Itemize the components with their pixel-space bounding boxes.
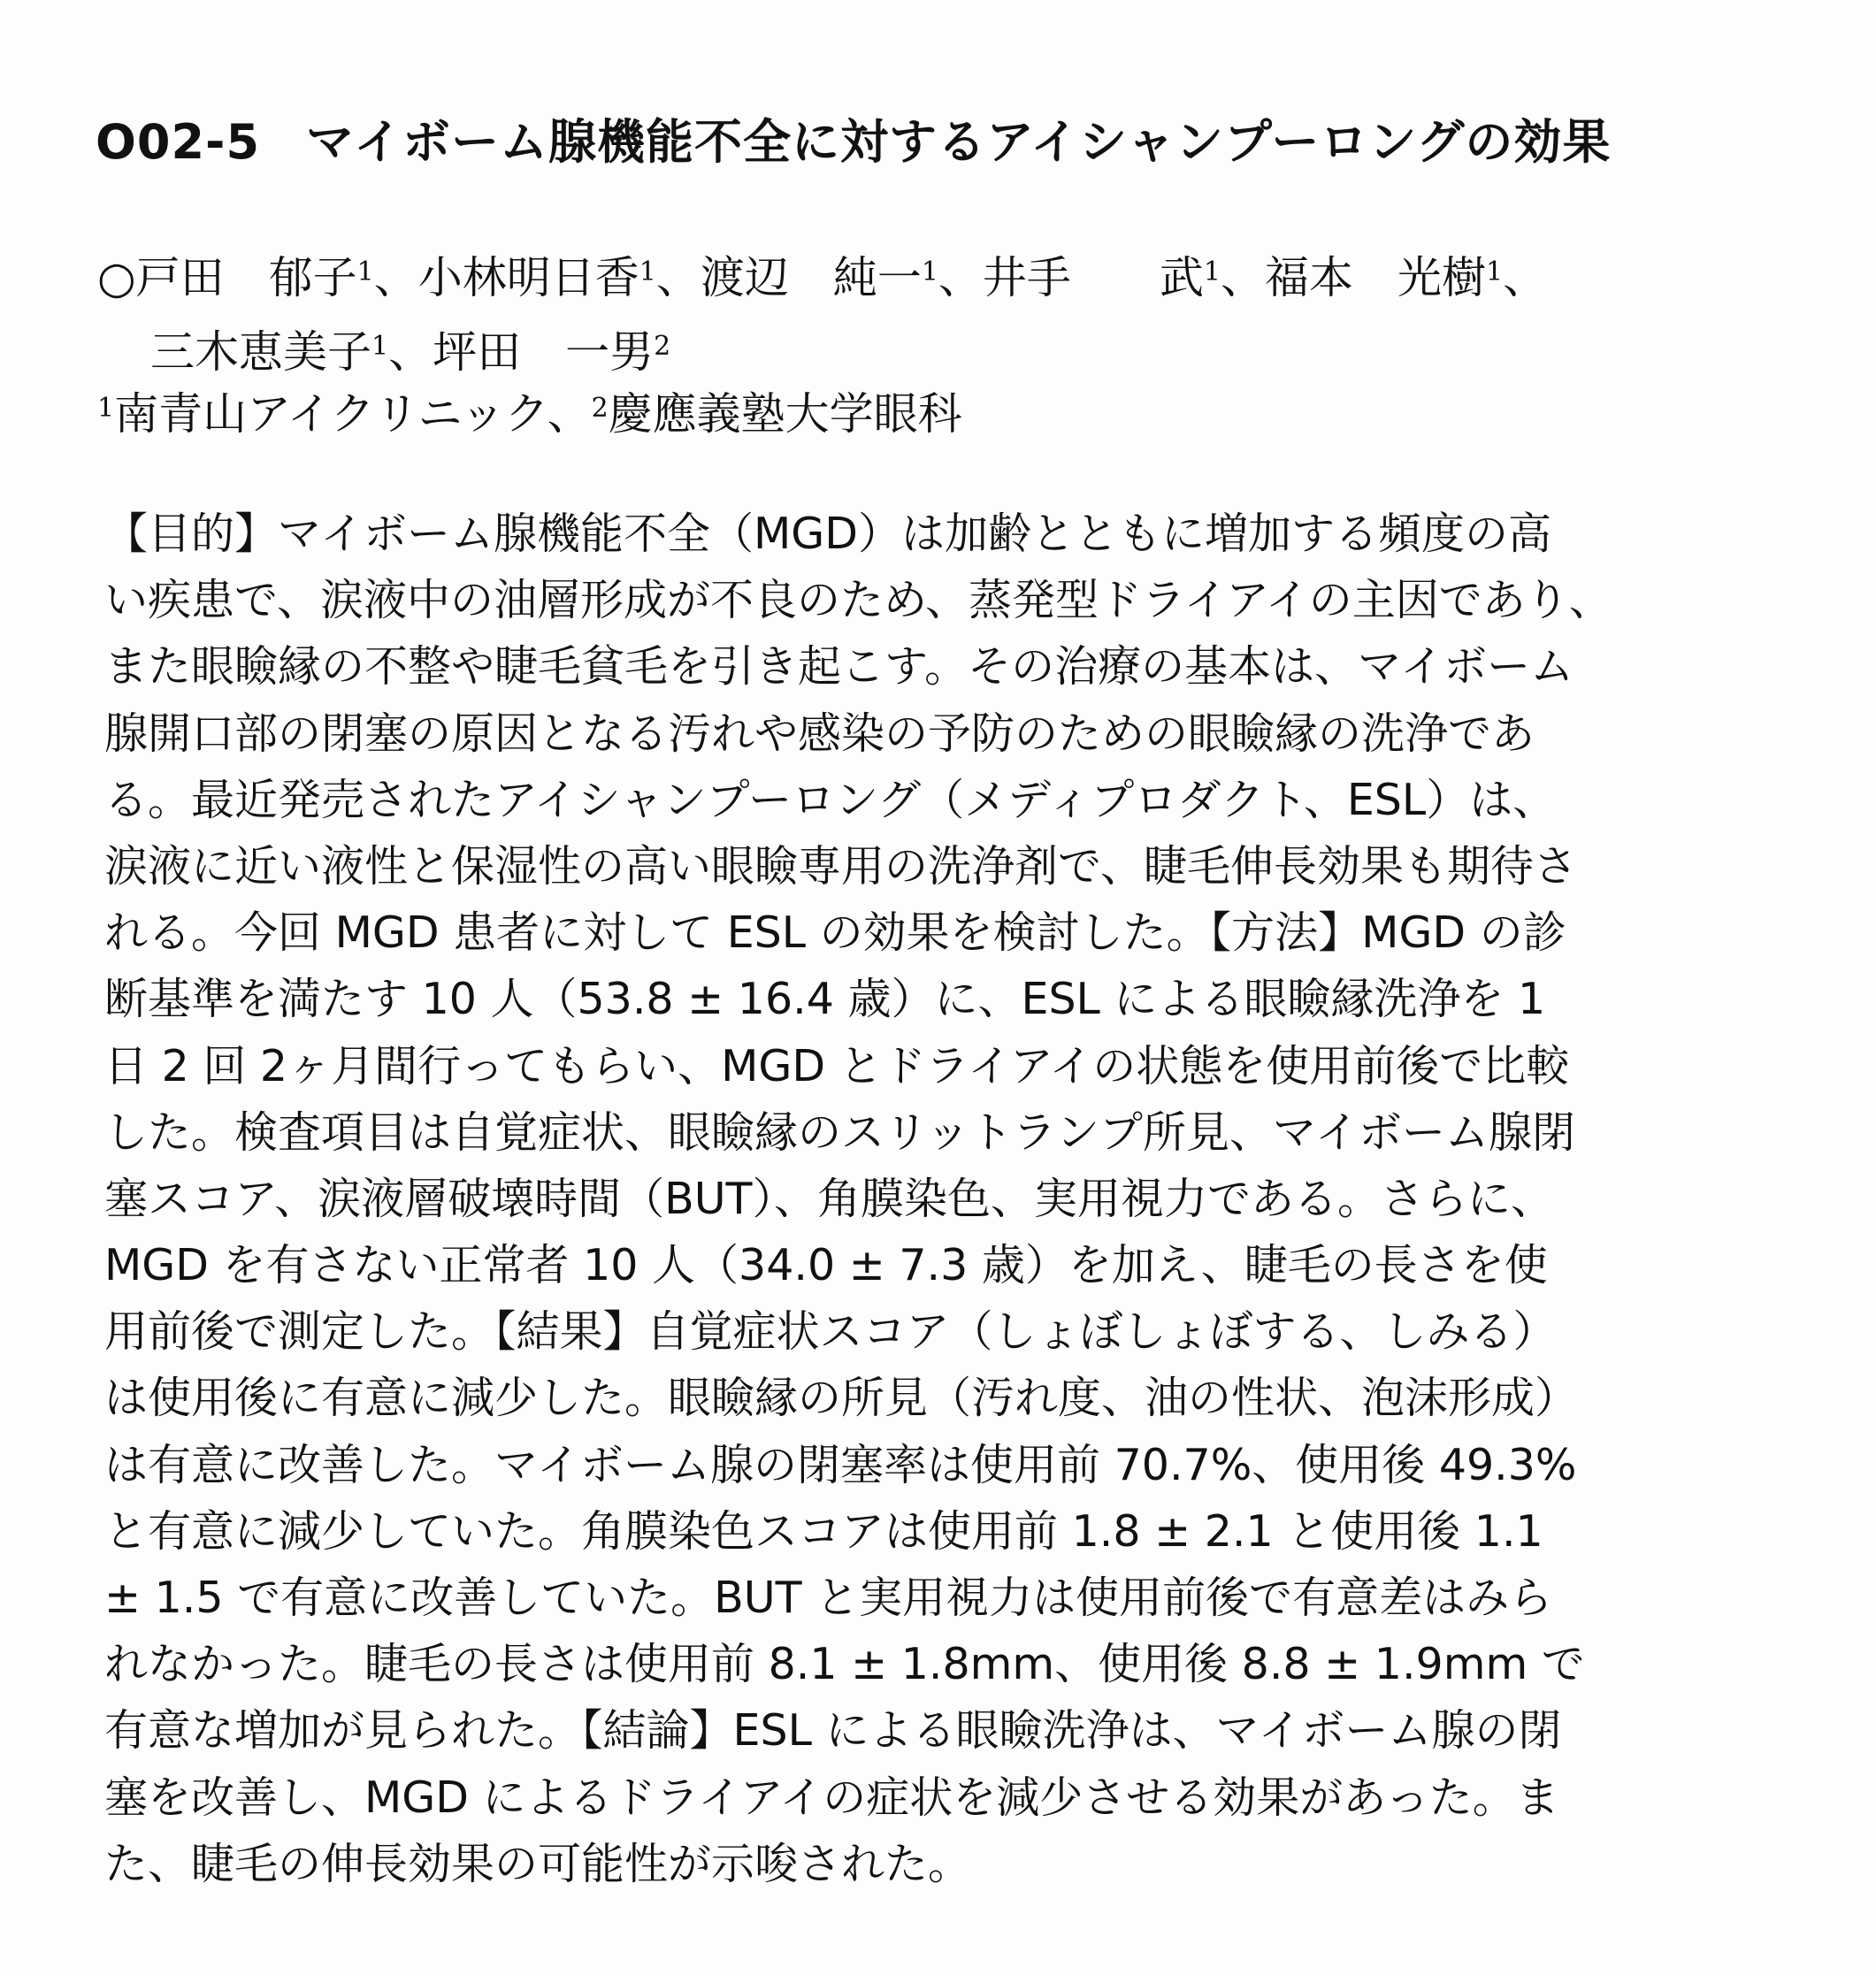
abstract-line: い疾患で、涙液中の油層形成が不良のため、蒸発型ドライアイの主因であり、 [104, 575, 1612, 626]
abstract-body [104, 501, 1785, 1897]
affiliation-name: 南青山アイクリニック [114, 388, 547, 440]
title-text: マイボーム腺機能不全に対するアイシャンプーロングの効果 [306, 114, 1612, 170]
abstract-line: 塞スコア、涙液層破壊時間（BUT）、角膜染色、実用視力である。さらに、 [104, 1173, 1554, 1224]
abstract-line: は有意に改善した。マイボーム腺の閉塞率は使用前 70.7%、使用後 49.3% [104, 1439, 1577, 1490]
abstract-line: と有意に減少していた。角膜染色スコアは使用前 1.8 ± 2.1 と使用後 1.1 [104, 1505, 1543, 1557]
affiliation-number: 2 [591, 393, 609, 424]
author-line: 三木恵美子$^1$、坪田 一男$^2$ [150, 326, 671, 378]
abstract-line: た、睫毛の伸長効果の可能性が示唆された。 [104, 1838, 972, 1889]
abstract-line: れなかった。睫毛の長さは使用前 8.1 ± 1.8mm、使用後 8.8 ± 1.9mm で [104, 1639, 1585, 1690]
author-line: ○戸田 郁子$^1$、小林明日香$^1$、渡辺 純一$^1$、井手 武$^1$、福本 光樹$^1$、 [97, 252, 1548, 303]
abstract-line: 【目的】マイボーム腺機能不全（MGD）は加齢とともに増加する頻度の高 [104, 509, 1551, 559]
author-name: 井手 武 [982, 252, 1204, 303]
affiliation-mark: 2 [654, 331, 671, 362]
abstract-line: 用前後で測定した。【結果】自覚症状スコア（しょぼしょぼする、しみる） [104, 1306, 1557, 1358]
author-name: 坪田 一男 [433, 326, 655, 378]
affiliation-mark: 1 [356, 256, 374, 287]
abstract-line: は使用後に有意に減少した。眼瞼縁の所見（汚れ度、油の性状、泡沫形成） [104, 1373, 1579, 1424]
author-name: 小林明日香 [417, 252, 639, 303]
abstract-code: O02-5 [96, 114, 261, 170]
affiliation-mark: 1 [1203, 256, 1221, 287]
abstract-line: 腺開口部の閉塞の原因となる汚れや感染の予防のための眼瞼縁の洗浄であ [104, 708, 1535, 759]
abstract-line: 日 2 回 2ヶ月間行ってもらい、MGD とドライアイの状態を使用前後で比較 [104, 1040, 1570, 1091]
abstract-line: MGD を有さない正常者 10 人（34.0 ± 7.3 歳）を加え、睫毛の長さを使 [104, 1240, 1548, 1291]
abstract-line: れる。今回 MGD 患者に対して ESL の効果を検討した。【方法】MGD の診 [104, 907, 1566, 959]
abstract-line: る。最近発売されたアイシャンプーロング（メディプロダクト、ESL）は、 [104, 774, 1557, 825]
abstract-line: ± 1.5 で有意に改善していた。BUT と実用視力は使用前後で有意差はみら [104, 1573, 1553, 1623]
author-name: 渡辺 純一 [700, 252, 922, 303]
abstract-line: した。検査項目は自覚症状、眼瞼縁のスリットランプ所見、マイボーム腺閉 [104, 1106, 1576, 1158]
author-list [97, 241, 1778, 389]
author-name: 福本 光樹 [1265, 252, 1487, 303]
affiliation-name: 慶應義塾大学眼科 [608, 388, 962, 440]
affiliation-list: $^1$南青山アイクリニック、$^2$慶應義塾大学眼科 [97, 388, 962, 440]
affiliation-mark: 1 [371, 331, 389, 362]
author-name: ○戸田 郁子 [97, 252, 357, 303]
abstract-line: また眼瞼縁の不整や睫毛貧毛を引き起こす。その治療の基本は、マイボーム [104, 641, 1574, 693]
page-title [96, 113, 1776, 172]
author-name: 三木恵美子 [150, 326, 371, 378]
affiliation-mark: 1 [639, 256, 656, 287]
abstract-line: 塞を改善し、MGD によるドライアイの症状を減少させる効果があった。ま [104, 1772, 1559, 1823]
affiliation-number: 1 [97, 393, 115, 424]
abstract-line: 涙液に近い液性と保湿性の高い眼瞼専用の洗浄剤で、睫毛伸長効果も期待さ [104, 840, 1578, 892]
affiliation-mark: 1 [921, 256, 938, 287]
abstract-line: 有意な増加が見られた。【結論】ESL による眼瞼洗浄は、マイボーム腺の閉 [104, 1705, 1562, 1757]
affiliation-mark: 1 [1486, 256, 1504, 287]
abstract-line: 断基準を満たす 10 人（53.8 ± 16.4 歳）に、ESL による眼瞼縁洗浄を 1 [104, 974, 1546, 1025]
